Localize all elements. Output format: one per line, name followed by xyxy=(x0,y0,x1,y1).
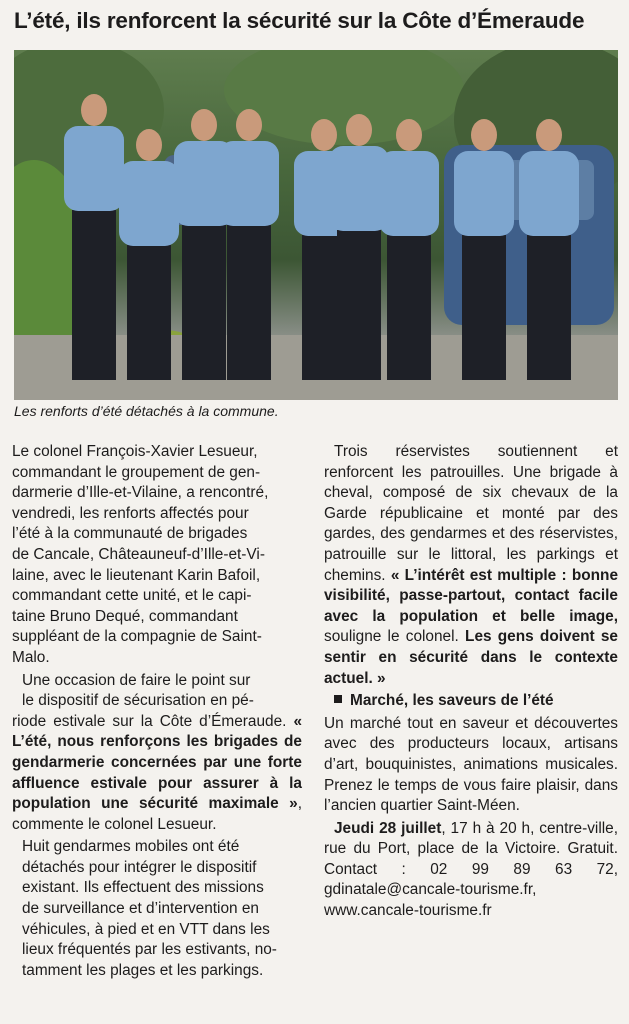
gendarme-figure xyxy=(119,129,179,380)
mobile-line: détachés pour intégrer le dispositif xyxy=(22,858,257,876)
occasion-line: Une occasion de faire le point sur xyxy=(22,671,251,689)
gendarme-figure xyxy=(219,109,279,380)
market-subhead xyxy=(324,691,618,712)
reservists-text: Trois réservistes soutiennent et renforcent les patrouilles. Une brigade à cheval, composé de six chevaux de la Garde républicaine et monté par des gardes, des gendarmes et des réservistes, patrouille sur le littoral, les parkings et chemins. xyxy=(324,443,618,584)
mobile-line: existant. Ils effectuent des missions xyxy=(22,879,264,897)
intro-line: laine, avec le lieutenant Karin Bafoil, xyxy=(12,566,261,584)
mobile-line: de surveillance et d’intervention en xyxy=(22,900,259,918)
occasion-line: riode estivale sur la Côte d’Émeraude. xyxy=(12,712,287,730)
interest-quote: « L’intérêt est multiple : bonne visibilité, passe-partout, contact facile avec la population et belle image, xyxy=(324,566,618,625)
occasion-line: le dispositif de sécurisation en pé- xyxy=(22,692,254,710)
news-photo xyxy=(14,50,618,400)
occasion-attribution: , commente le colonel Lesueur. xyxy=(12,795,302,833)
photo-caption: Les renforts d’été détachés à la commune. xyxy=(14,403,279,419)
article-right-column xyxy=(324,442,618,924)
occasion-text xyxy=(12,671,302,730)
market-subhead-text: Marché, les saveurs de l’été xyxy=(350,692,554,710)
gendarmes-group-image xyxy=(14,50,618,400)
intro-line: darmerie d’Ille-et-Vilaine, a rencontré, xyxy=(12,484,269,502)
mobile-line: véhicules, à pied et en VTT dans les xyxy=(22,920,270,938)
colonel-quote: « L’été, nous renforçons les brigades de gendarmerie concernées par une forte affluence estivale pour assurer à la population une sécurité maximale » xyxy=(12,712,302,813)
market-details-text: , 17 h à 20 h, centre-ville, rue du Port, place de la Victoire. Gratuit. Contact : 02 99 89 63 72, gdinatale@cancale-tourisme.fr, www.cancale-tourisme.fr xyxy=(324,819,618,920)
gendarme-figure xyxy=(329,114,389,380)
paragraph-market-details xyxy=(324,819,618,922)
intro-line: l’été à la communauté de brigades xyxy=(12,525,248,543)
headline: L’été, ils renforcent la sécurité sur la Côte d’Émeraude xyxy=(14,8,585,33)
security-quote: Les gens doivent se sentir en sécurité dans le contexte actuel. » xyxy=(324,628,618,687)
paragraph-intro xyxy=(12,442,302,669)
intro-line: suppléant de la compagnie de Saint- xyxy=(12,628,262,646)
paragraph-market: Un marché tout en saveur et découvertes avec des producteurs locaux, artisans d’art, bouquinistes, animations musicales. Prenez le temps de vous faire plaisir, dans l’ancien quartier Saint-Méen. xyxy=(324,714,618,815)
intro-line: Malo. xyxy=(12,648,50,666)
paragraph-reservists xyxy=(324,442,618,689)
square-bullet-icon xyxy=(334,695,342,703)
quote-attribution: souligne le colonel. xyxy=(324,628,459,646)
gendarme-figure xyxy=(519,119,579,380)
paragraph-mobile-gendarmes xyxy=(12,837,302,981)
intro-line: taine Bruno Dequé, commandant xyxy=(12,607,238,625)
mobile-line: tamment les plages et les parkings. xyxy=(22,961,264,979)
gendarme-figure xyxy=(64,94,124,380)
intro-line: commandant cette unité, et le capi- xyxy=(12,587,252,605)
mobile-line: lieux fréquentés par les estivants, no- xyxy=(22,941,277,959)
intro-line: de Cancale, Châteauneuf-d’Ille-et-Vi- xyxy=(12,545,265,563)
gendarme-figure xyxy=(379,119,439,380)
gendarme-figure xyxy=(454,119,514,380)
paragraph-occasion xyxy=(12,671,302,836)
intro-line: Le colonel François-Xavier Lesueur, xyxy=(12,443,258,460)
market-date: Jeudi 28 juillet xyxy=(334,819,442,837)
intro-line: vendredi, les renforts affectés pour xyxy=(12,504,249,522)
mobile-line: Huit gendarmes mobiles ont été xyxy=(22,838,240,856)
article-left-column xyxy=(12,442,302,983)
intro-line: commandant le groupement de gen- xyxy=(12,463,261,481)
